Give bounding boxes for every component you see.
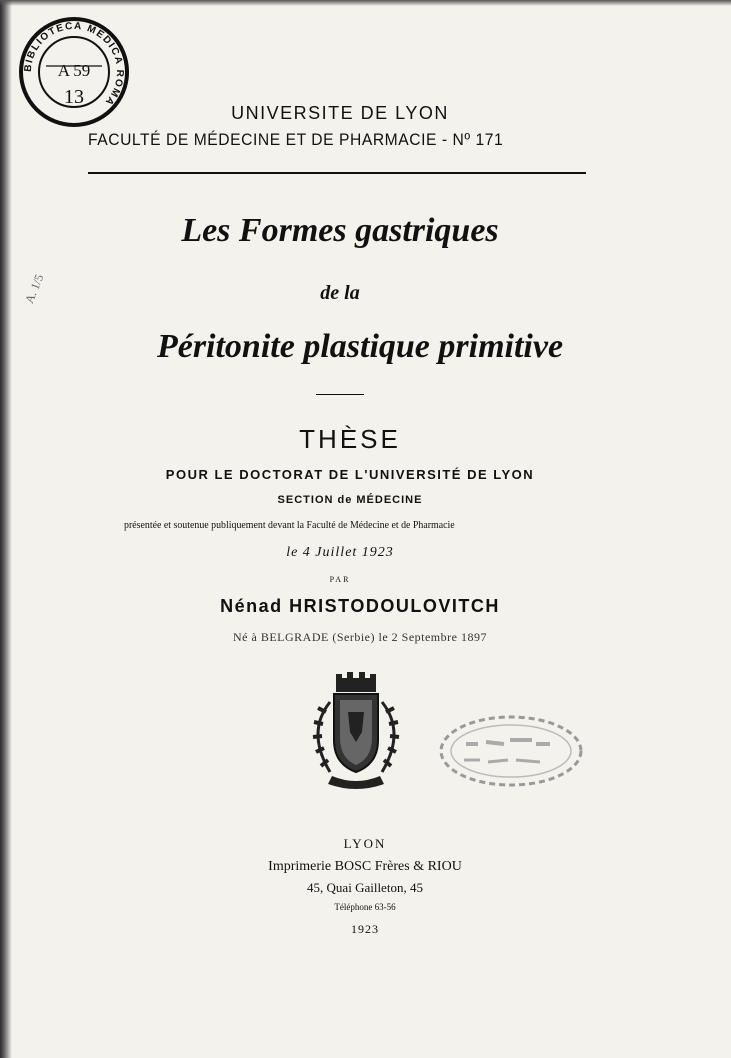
header-rule	[88, 172, 586, 174]
title-line-3: Péritonite plastique primitive	[156, 328, 564, 365]
margin-pencil-note: A. 1/5	[22, 272, 47, 306]
faculty-line: FACULTÉ DE MÉDECINE ET DE PHARMACIE - Nº 171	[88, 130, 504, 149]
coat-of-arms-icon	[296, 672, 416, 792]
par-label: PAR	[329, 575, 351, 584]
faint-oval-stamp	[436, 712, 586, 790]
university-name: UNIVERSITE DE LYON	[231, 103, 449, 123]
imprint-printer: Imprimerie BOSC Frères & RIOU	[268, 859, 462, 874]
stamp-number: 13	[64, 86, 84, 108]
stamp-shelf-mark: A 59	[57, 61, 91, 80]
title-line-1: Les Formes gastriques	[181, 212, 499, 249]
imprint-telephone: Téléphone 63-56	[334, 902, 396, 912]
title-line-2: de la	[320, 282, 360, 304]
author-name: Nénad HRISTODOULOVITCH	[220, 596, 500, 616]
presented-line: présentée et soutenue publiquement devant la Faculté de Médecine et de Pharmacie	[124, 519, 455, 531]
stamp-ring-text: BIBLIOTECA MEDICA ROMA	[22, 20, 126, 108]
thesis-heading: THÈSE	[299, 424, 401, 454]
scan-edge-left	[0, 0, 12, 1058]
author-birth: Né à BELGRADE (Serbie) le 2 Septembre 1897	[233, 630, 487, 644]
doctorate-line: POUR LE DOCTORAT DE L'UNIVERSITÉ DE LYON	[165, 467, 535, 482]
section-line: SECTION de MÉDECINE	[277, 494, 423, 506]
imprint-city: LYON	[343, 836, 387, 851]
defense-date: le 4 Juillet 1923	[286, 545, 394, 560]
title-divider	[316, 394, 364, 395]
imprint-address: 45, Quai Gailleton, 45	[307, 880, 423, 895]
imprint-year: 1923	[351, 922, 379, 936]
scan-edge-top	[0, 0, 731, 6]
